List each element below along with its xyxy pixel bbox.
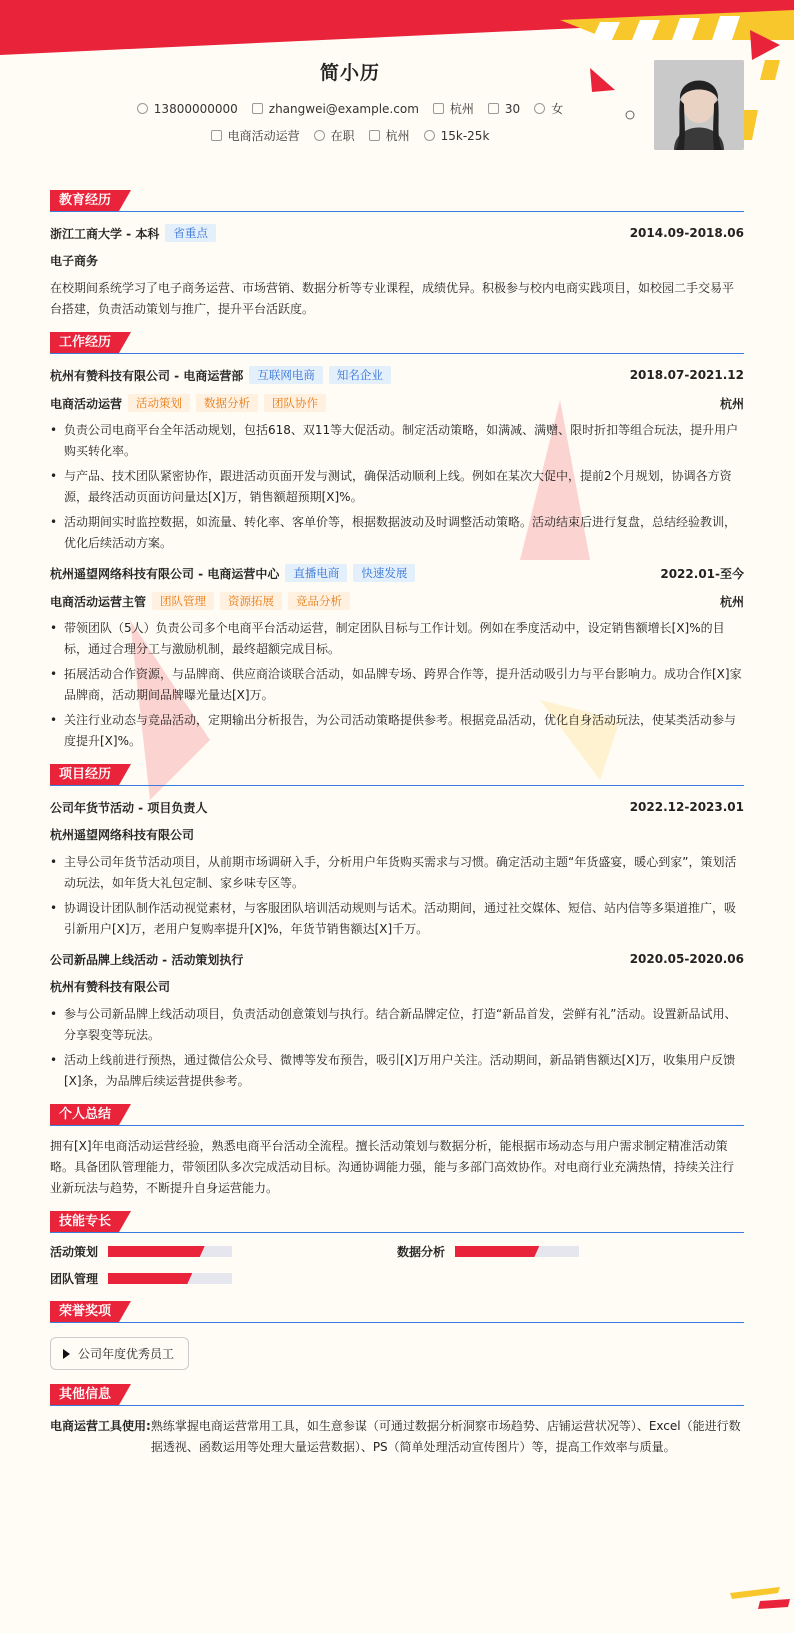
skill-tag: 团队协作 [264, 394, 326, 412]
skill-bar [108, 1246, 232, 1257]
contact-row-2 [50, 127, 650, 144]
skills-section [50, 1211, 744, 1287]
other-item [50, 1416, 744, 1458]
project-name: 公司年货节活动 - 项目负责人 [50, 800, 208, 815]
company-name: 杭州遥望网络科技有限公司 - 电商运营中心 [50, 566, 280, 581]
project-period: 2020.05-2020.06 [629, 952, 744, 966]
salary: 15k-25k [440, 128, 490, 143]
building-icon [369, 130, 380, 141]
target-job: 电商活动运营 [227, 129, 300, 143]
list-item: • 参与公司新品牌上线活动项目，负责活动创意策划与执行。结合新品牌定位，打造“新品首发，尝鲜有礼”活动。设置新品试用、分享裂变等玩法。 [50, 1004, 744, 1046]
skill-name: 活动策划 [50, 1245, 99, 1259]
skill-tag: 竞品分析 [288, 592, 350, 610]
summary-text: 拥有[X]年电商活动运营经验，熟悉电商平台活动全流程。擅长活动策划与数据分析，能根据市场动态与用户需求制定精准活动策略。具备团队管理能力，带领团队多次完成活动目标。沟通协调能力强，能与多部门高效协作。对电商行业充满热情，持续关注行业新玩法与趋势，不断提升自身运营能力。 [50, 1139, 735, 1195]
avatar-photo [654, 60, 744, 150]
skill-bar [108, 1273, 232, 1284]
company-name: 杭州有赞科技有限公司 - 电商运营部 [50, 368, 244, 383]
candidate-name: 简小历 [319, 62, 380, 84]
education-desc: 在校期间系统学习了电子商务运营、市场营销、数据分析等专业课程，成绩优异。积极参与校内电商实践项目，如校园二手交易平台搭建，负责活动策划与推广，提升平台活跃度。 [50, 281, 735, 316]
project-company: 杭州有赞科技有限公司 [50, 980, 171, 994]
list-item: • 负责公司电商平台全年活动规划，包括618、双11等大促活动。制定活动策略，如满减、满赠、限时折扣等组合玩法，提升用户购买转化率。 [50, 420, 744, 462]
skill-item [397, 1243, 744, 1260]
skill-bar-fill [455, 1246, 539, 1257]
company-tag: 快速发展 [353, 564, 415, 582]
education-section [50, 190, 744, 320]
phone: 13800000000 [153, 101, 238, 116]
job-period: 2022.01-至今 [660, 566, 744, 581]
contact-row-1 [50, 100, 650, 117]
list-item: • 主导公司年货节活动项目，从前期市场调研入手，分析用户年货购买需求与习惯。确定活动主题“年货盛宴，暖心到家”，策划活动玩法，如年货大礼包定制、家乡味专区等。 [50, 852, 744, 894]
skill-tag: 团队管理 [152, 592, 214, 610]
awards-section [50, 1301, 744, 1370]
list-item: • 与产品、技术团队紧密协作，跟进活动页面开发与测试，确保活动顺利上线。例如在某次大促中，提前2个月规划，协调各方资源，最终活动页面访问量达[X]万，销售额超预期[X]%。 [50, 466, 744, 508]
job-period: 2018.07-2021.12 [629, 368, 744, 382]
list-item: • 关注行业动态与竞品活动，定期输出分析报告，为公司活动策略提供参考。根据竞品活动，优化自身活动玩法，使某类活动参与度提升[X]%。 [50, 710, 744, 752]
skill-name: 团队管理 [50, 1272, 99, 1286]
project-name: 公司新品牌上线活动 - 活动策划执行 [50, 952, 244, 967]
job-role: 电商活动运营主管 [50, 594, 147, 609]
phone-icon [137, 103, 148, 114]
section-title-education: 教育经历 [50, 190, 119, 211]
skill-name: 数据分析 [397, 1245, 446, 1259]
company-tag: 直播电商 [285, 564, 347, 582]
skill-bar-fill [108, 1246, 205, 1257]
job-bullets [50, 618, 744, 752]
job-bullets [50, 420, 744, 554]
project-company: 杭州遥望网络科技有限公司 [50, 828, 195, 842]
award-item [50, 1337, 189, 1370]
salary-icon [424, 130, 435, 141]
section-title-awards: 荣誉奖项 [50, 1301, 119, 1322]
list-item: • 拓展活动合作资源，与品牌商、供应商洽谈联合活动，如品牌专场、跨界合作等，提升活动吸引力与平台影响力。成功合作[X]家品牌商，活动期间品牌曝光量达[X]万。 [50, 664, 744, 706]
project-bullets [50, 852, 744, 940]
other-section [50, 1384, 744, 1458]
age: 30 [504, 101, 521, 116]
skill-tag: 活动策划 [128, 394, 190, 412]
email: zhangwei@example.com [268, 101, 419, 116]
project-bullets [50, 1004, 744, 1092]
job-location: 杭州 [719, 396, 744, 411]
other-key: 电商运营工具使用: [50, 1419, 151, 1433]
section-title-skills: 技能专长 [50, 1211, 119, 1232]
job-status: 在职 [330, 129, 355, 143]
mail-icon [252, 103, 263, 114]
project-entry [50, 948, 744, 1092]
send-icon [211, 130, 222, 141]
project-period: 2022.12-2023.01 [629, 800, 744, 814]
work-section [50, 332, 744, 752]
section-title-work: 工作经历 [50, 332, 119, 353]
city: 杭州 [449, 102, 474, 116]
company-tag: 互联网电商 [249, 366, 323, 384]
summary-section [50, 1104, 744, 1199]
section-title-projects: 项目经历 [50, 764, 119, 785]
job-location: 杭州 [719, 594, 744, 609]
project-section [50, 764, 744, 1092]
other-value: 熟练掌握电商运营常用工具，如生意参谋（可通过数据分析洞察市场趋势、店铺运营状况等）、Excel（能进行数据透视、函数运用等处理大量运营数据）、PS（简单处理活动宣传图片）等，提高工作效率与质量。 [150, 1419, 741, 1454]
skill-bar-fill [108, 1273, 192, 1284]
play-icon [63, 1349, 70, 1359]
skill-tag: 资源拓展 [220, 592, 282, 610]
header [50, 0, 744, 180]
gender-icon [534, 103, 545, 114]
list-item: • 带领团队（5人）负责公司多个电商平台活动运营，制定团队目标与工作计划。例如在季度活动中，设定销售额增长[X]%的目标，通过合理分工与激励机制，最终超额完成目标。 [50, 618, 744, 660]
company-tag: 知名企业 [329, 366, 391, 384]
education-period: 2014.09-2018.06 [629, 226, 744, 240]
skill-list [50, 1243, 744, 1287]
resume-page [50, 0, 744, 1458]
job-entry [50, 364, 744, 554]
job-role: 电商活动运营 [50, 396, 123, 411]
project-entry [50, 796, 744, 940]
school-name: 浙江工商大学 - 本科 [50, 226, 160, 241]
list-item: • 协调设计团队制作活动视觉素材，与客服团队培训活动规则与话术。活动期间，通过社交媒体、短信、站内信等多渠道推广，吸引新用户[X]万，老用户复购率提升[X]%，年货节销售额达[X]千万。 [50, 898, 744, 940]
award-name: 公司年度优秀员工 [78, 1347, 175, 1361]
target-city: 杭州 [385, 129, 410, 143]
skill-tag: 数据分析 [196, 394, 258, 412]
skill-bar [455, 1246, 579, 1257]
section-title-other: 其他信息 [50, 1384, 119, 1405]
school-tag: 省重点 [165, 224, 216, 242]
major: 电子商务 [50, 254, 99, 268]
skill-item [50, 1243, 397, 1260]
gender: 女 [551, 102, 564, 116]
age-icon [488, 103, 499, 114]
status-icon [314, 130, 325, 141]
list-item: • 活动上线前进行预热，通过微信公众号、微博等发布预告，吸引[X]万用户关注。活动期间，新品销售额达[X]万，收集用户反馈[X]条，为品牌后续运营提供参考。 [50, 1050, 744, 1092]
section-title-summary: 个人总结 [50, 1104, 119, 1125]
skill-item [50, 1270, 397, 1287]
bottom-decoration [0, 1573, 794, 1633]
list-item: • 活动期间实时监控数据，如流量、转化率、客单价等，根据数据波动及时调整活动策略。活动结束后进行复盘，总结经验教训，优化后续活动方案。 [50, 512, 744, 554]
home-icon [433, 103, 444, 114]
job-entry [50, 562, 744, 752]
